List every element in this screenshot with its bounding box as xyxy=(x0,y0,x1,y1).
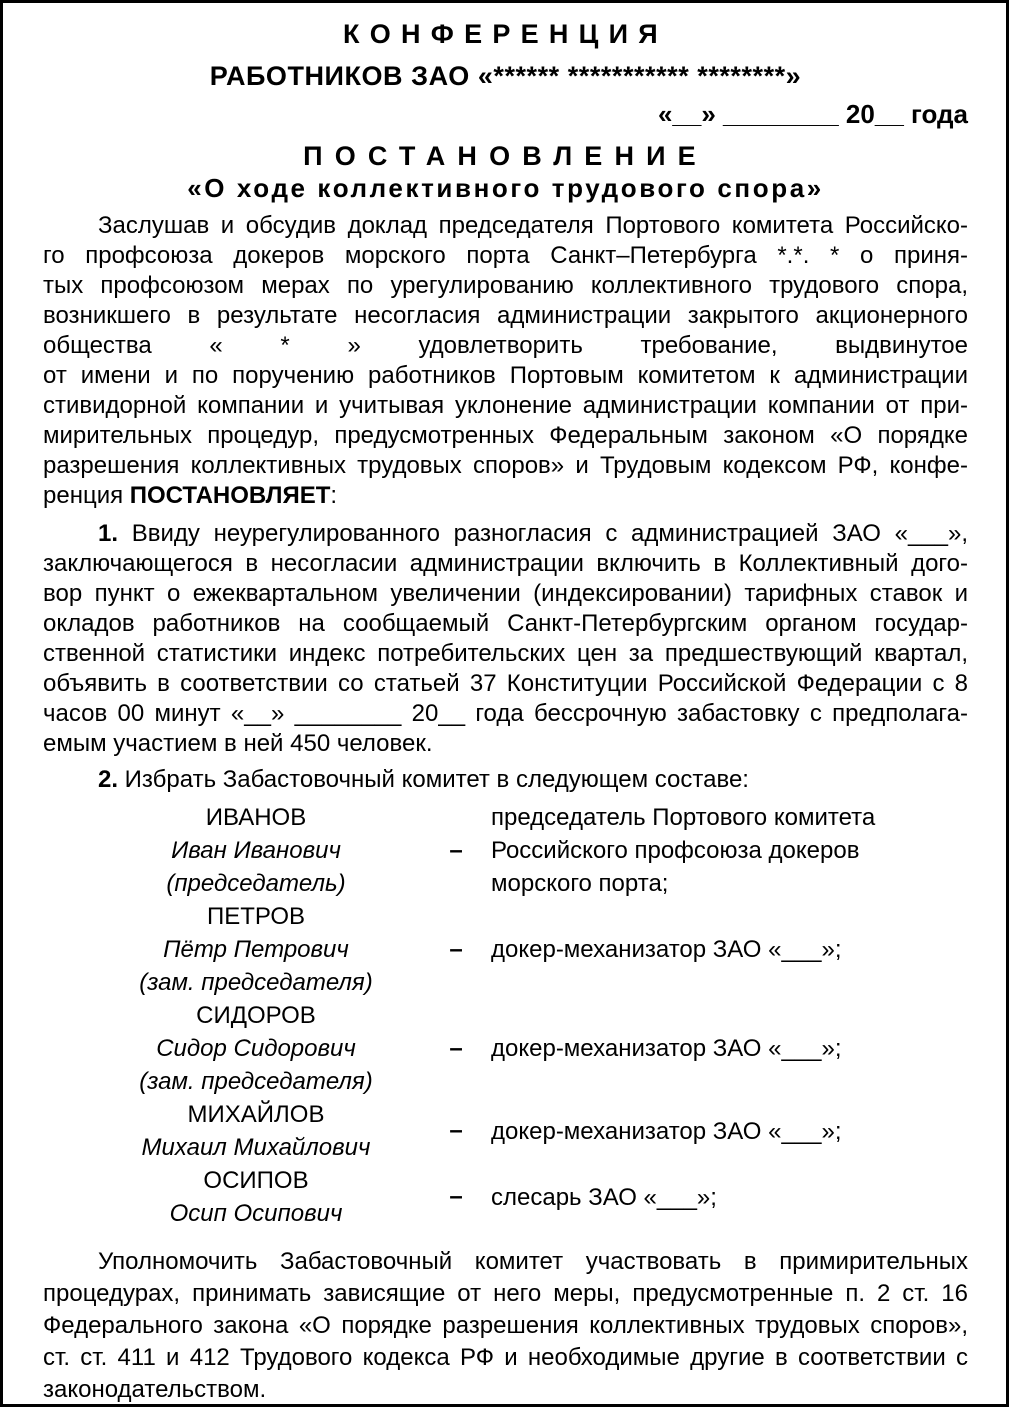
member-note: (председатель) xyxy=(166,870,346,897)
text-line: объявить в соответствии со статьей 37 Конституции Российской Федерации с 8 xyxy=(43,670,968,697)
text-line: заключающегося в несогласии администрации включить в Коллективный дого- xyxy=(43,550,968,577)
heading-organization: РАБОТНИКОВ ЗАО «****** *********** ********» xyxy=(209,61,802,91)
member-note: (зам. председателя) xyxy=(139,1068,373,1095)
text-line: мирительных процедур, предусмотренных Федеральным законом «О порядке xyxy=(43,422,968,449)
member-role-line: Российского профсоюза докеров xyxy=(491,837,860,864)
member-note: (зам. председателя) xyxy=(139,969,373,996)
text-line: стивидорной компании и учитывая уклонение администрации компании от при- xyxy=(43,392,968,419)
member-role xyxy=(491,1032,968,1065)
text-line: ренция ПОСТАНОВЛЯЕТ: xyxy=(43,482,338,509)
committee-row xyxy=(43,900,968,999)
dash-separator: – xyxy=(449,1034,463,1062)
text-line: от имени и по поручению работников Портовым комитетом к администрации xyxy=(43,362,968,389)
text-line: разрешения коллективных трудовых споров» и Трудовым кодексом РФ, конфе- xyxy=(43,452,968,479)
text-line: го профсоюза докеров морского порта Санкт–Петербурга *.*. * о приня- xyxy=(43,242,969,269)
member-name-block xyxy=(91,999,421,1098)
text-line: Заслушав и обсудив доклад председателя Портового комитета Российско- xyxy=(98,212,968,239)
dash-separator: – xyxy=(449,836,463,864)
member-name-block xyxy=(91,1098,421,1164)
dash-separator: – xyxy=(449,1117,463,1144)
heading-subject: «О ходе коллективного трудового спора» xyxy=(187,173,824,203)
member-name: Сидор Сидорович xyxy=(156,1035,356,1062)
member-role-line: докер-механизатор ЗАО «___»; xyxy=(491,1117,842,1145)
text-line: тых профсоюзом мерах по урегулированию коллективного трудового спора, xyxy=(43,272,968,299)
member-role-line: докер-механизатор ЗАО «___»; xyxy=(491,936,842,963)
member-role xyxy=(491,1181,968,1214)
dash-separator: – xyxy=(449,935,463,963)
member-role-line: председатель Портового комитета xyxy=(491,804,876,831)
member-name-block xyxy=(91,1164,421,1230)
heading-conference: КОНФЕРЕНЦИЯ xyxy=(343,19,668,49)
member-role xyxy=(491,933,968,966)
paragraph-item1 xyxy=(43,519,968,759)
member-role-line: слесарь ЗАО «___»; xyxy=(491,1183,717,1211)
member-role xyxy=(491,1115,968,1148)
member-name: Пётр Петрович xyxy=(163,936,349,963)
member-surname: ОСИПОВ xyxy=(203,1167,309,1194)
member-role-line: морского порта; xyxy=(491,870,669,897)
paragraph-preamble xyxy=(43,211,968,511)
member-surname: ПЕТРОВ xyxy=(206,903,306,930)
date-blank-line: «__» ________ 20__ года xyxy=(657,99,968,129)
text-line: емым участием в ней 450 человек. xyxy=(43,730,433,757)
member-name: Иван Иванович xyxy=(171,837,341,864)
text-line: законодательством. xyxy=(43,1376,267,1403)
text-line: вор пункт о ежеквартальном увеличении (индексировании) тарифных ставок и xyxy=(43,580,968,607)
text-line: Уполномочить Забастовочный комитет участвовать в примирительных xyxy=(98,1248,968,1275)
text-line: 2. Избрать Забастовочный комитет в следующем составе: xyxy=(98,766,749,793)
dash-separator: – xyxy=(449,1183,463,1210)
text-line: ст. ст. 411 и 412 Трудового кодекса РФ и необходимые другие в соответствии с xyxy=(43,1344,968,1371)
text-line: окладов работников на сообщаемый Санкт-Петербургским органом государ- xyxy=(43,610,968,637)
text-line: процедурах, принимать зависящие от него меры, предусмотренные п. 2 ст. 16 xyxy=(43,1280,968,1307)
member-name-block xyxy=(91,801,421,900)
paragraph-closing xyxy=(43,1246,968,1406)
member-name: Осип Осипович xyxy=(169,1200,343,1227)
member-role xyxy=(491,801,968,900)
text-line: 1. Ввиду неурегулированного разногласия с администрацией ЗАО «___», xyxy=(98,520,968,547)
committee-row xyxy=(43,801,968,900)
text-line: часов 00 минут «__» ________ 20__ года бессрочную забастовку с предполага- xyxy=(43,700,968,727)
member-name: Михаил Михайлович xyxy=(141,1134,371,1161)
paragraph-item2-intro xyxy=(43,765,968,795)
member-role-line: докер-механизатор ЗАО «___»; xyxy=(491,1035,842,1062)
member-surname: СИДОРОВ xyxy=(196,1002,316,1029)
text-line: Федерального закона «О порядке разрешения коллективных трудовых споров», xyxy=(43,1312,968,1339)
member-name-block xyxy=(91,900,421,999)
member-surname: ИВАНОВ xyxy=(205,804,307,831)
text-line: возникшего в результате несогласия администрации закрытого акционерного xyxy=(43,302,968,329)
committee-row xyxy=(43,1164,968,1230)
text-line: общества « * » удовлетворить требование, выдвинутое xyxy=(43,332,968,359)
member-surname: МИХАЙЛОВ xyxy=(187,1101,325,1128)
text-line: ственной статистики индекс потребительских цен за предшествующий квартал, xyxy=(43,640,968,667)
committee-row xyxy=(43,1098,968,1164)
committee-list xyxy=(43,801,968,1230)
committee-row xyxy=(43,999,968,1098)
heading-resolution: ПОСТАНОВЛЕНИЕ xyxy=(303,141,708,171)
